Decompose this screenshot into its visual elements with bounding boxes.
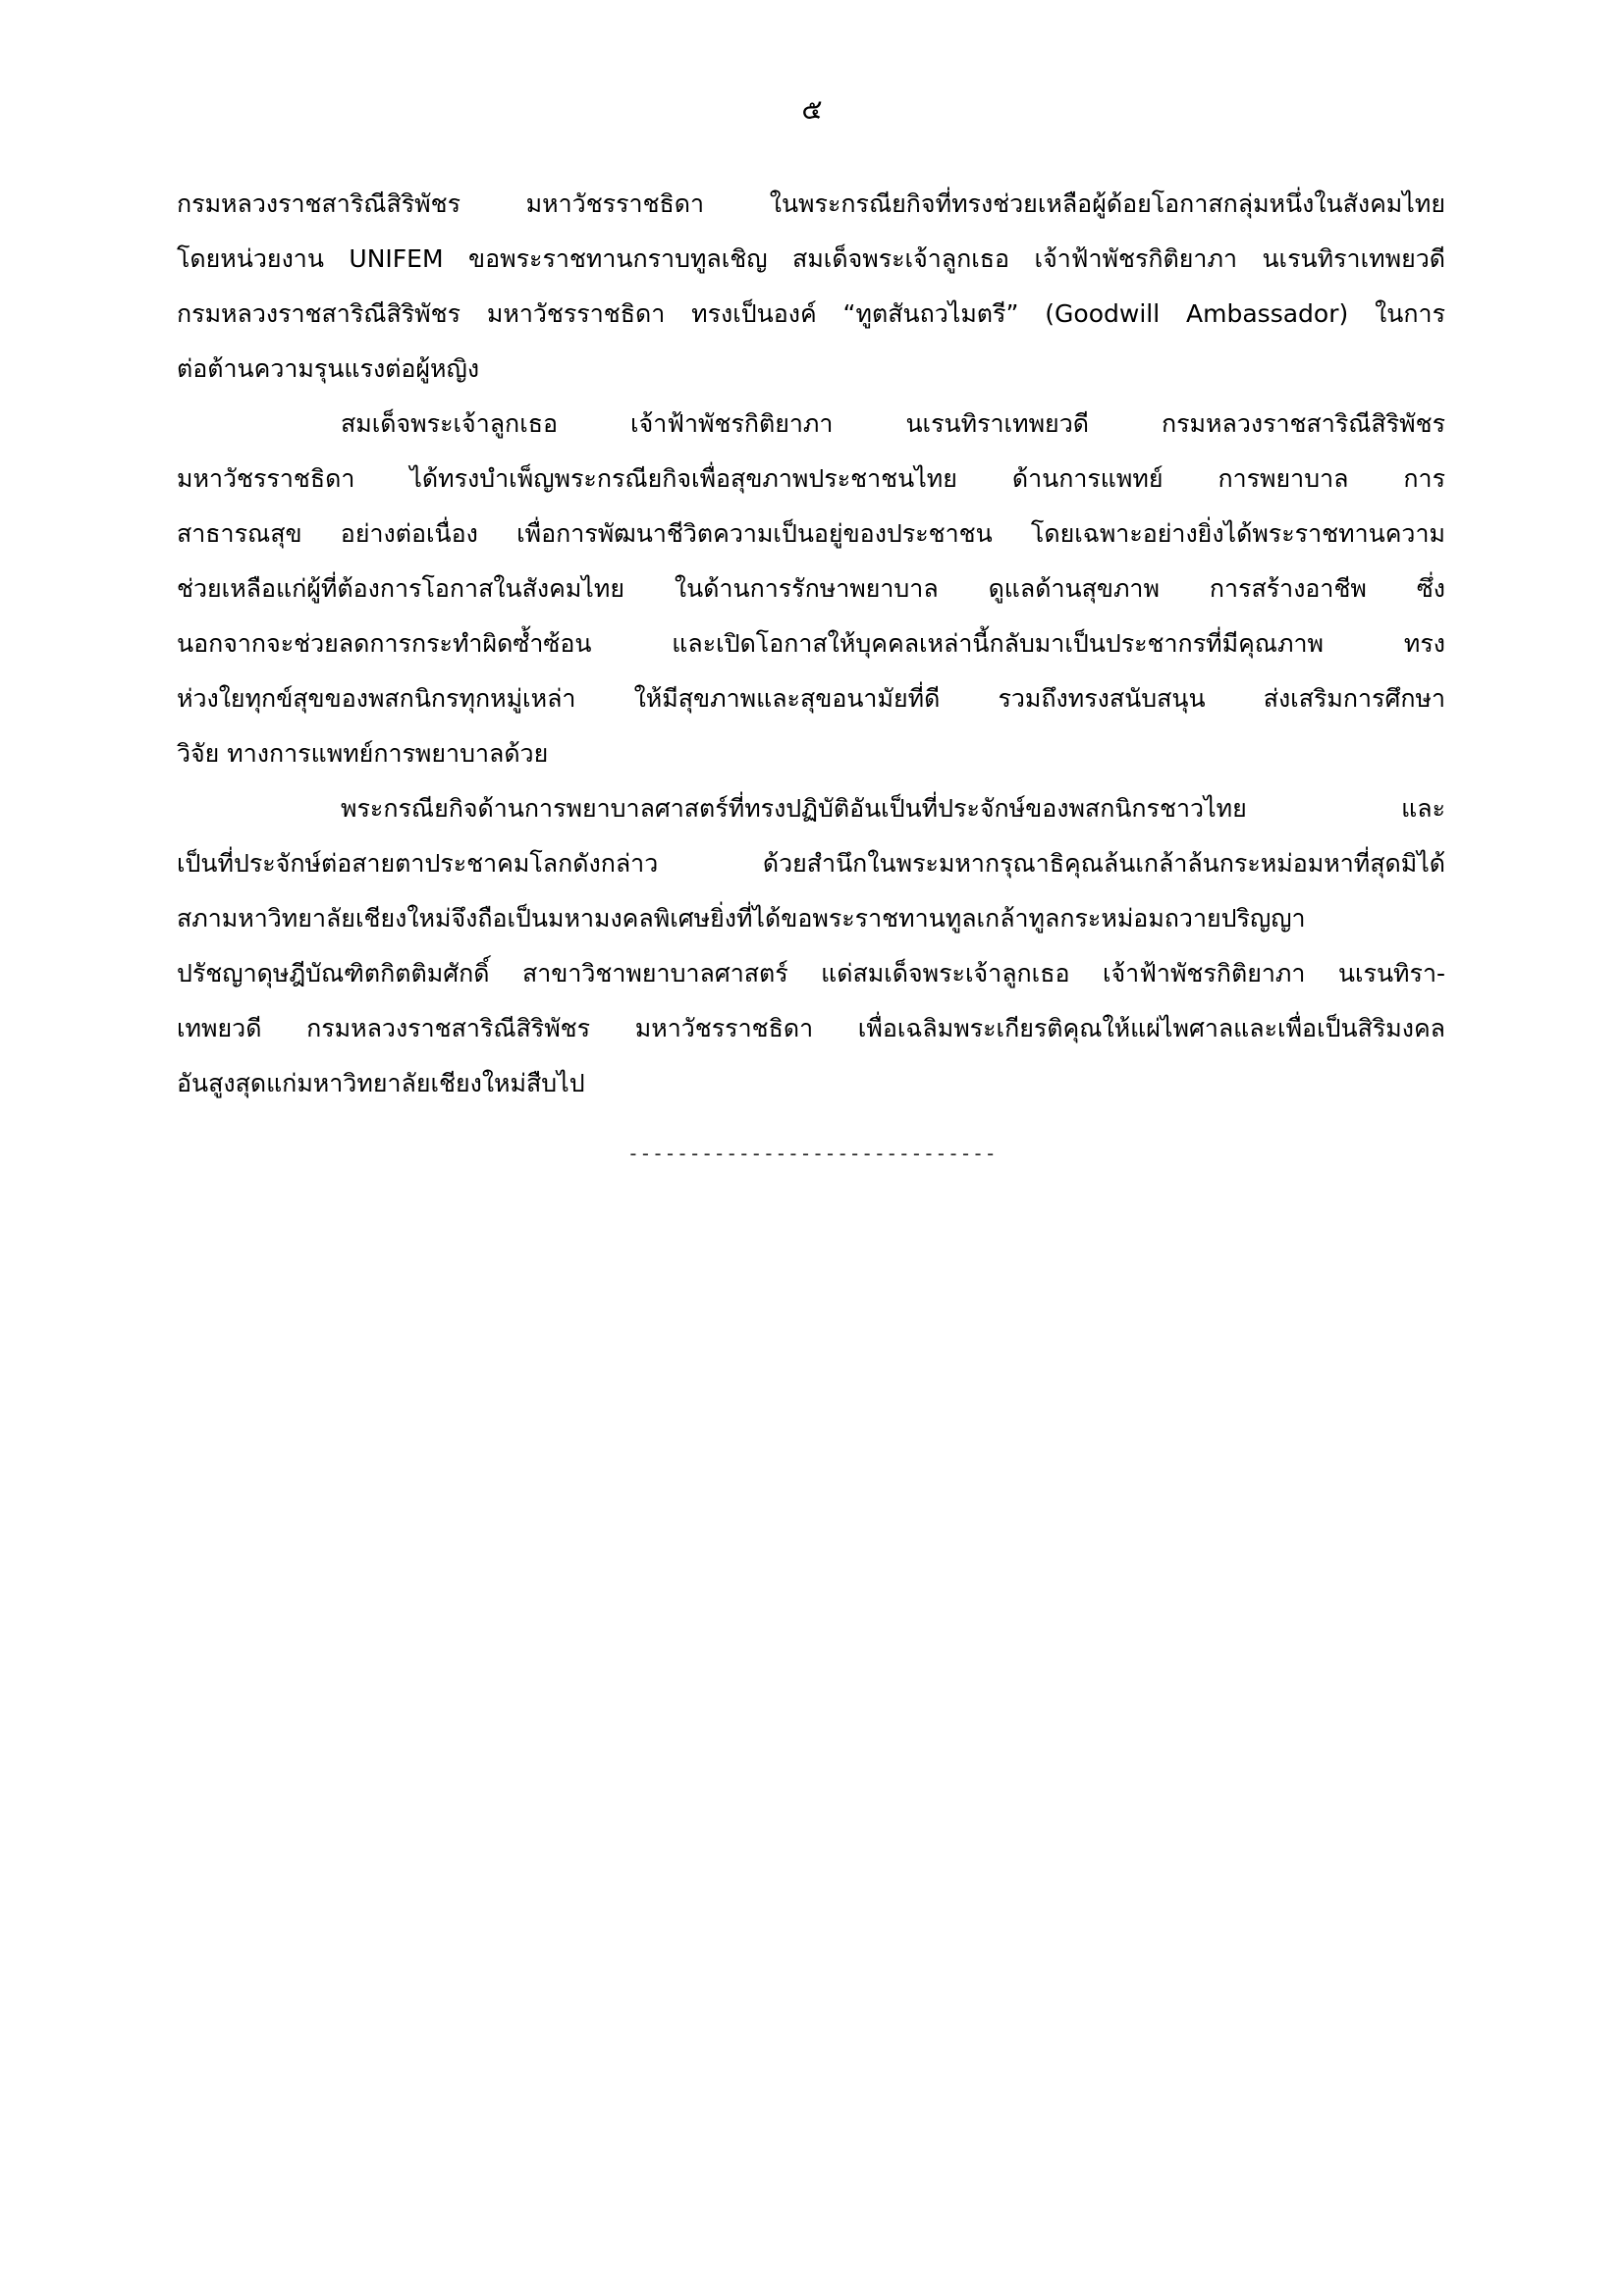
text-line: ปรัชญาดุษฎีบัณฑิตกิตติมศักดิ์ สาขาวิชาพยาบาลศาสตร์ แด่สมเด็จพระเจ้าลูกเธอ เจ้าฟ้าพัชรกิติยาภา นเรนทิรา- [177, 959, 1445, 988]
text-line: ห่วงใยทุกข์สุขของพสกนิกรทุกหมู่เหล่า ให้มีสุขภาพและสุขอนามัยที่ดี รวมถึงทรงสนับสนุน ส่งเสริมการศึกษา [177, 684, 1445, 713]
text-line: มหาวัชรราชธิดา ได้ทรงบำเพ็ญพระกรณียกิจเพื่อสุขภาพประชาชนไทย ด้านการแพทย์ การพยาบาล การ [177, 464, 1445, 493]
body-text [177, 177, 1445, 1111]
paragraph-health-missions [177, 397, 1445, 781]
text-line: โดยหน่วยงาน UNIFEM ขอพระราชทานกราบทูลเชิญ สมเด็จพระเจ้าลูกเธอ เจ้าฟ้าพัชรกิติยาภา นเรนทิราเทพยวดี [177, 244, 1445, 273]
text-line: นอกจากจะช่วยลดการกระทำผิดซ้ำซ้อน และเปิดโอกาสให้บุคคลเหล่านี้กลับมาเป็นประชากรที่มีคุณภาพ ทรง [177, 629, 1445, 658]
text-line: สาธารณสุข อย่างต่อเนื่อง เพื่อการพัฒนาชีวิตความเป็นอยู่ของประชาชน โดยเฉพาะอย่างยิ่งได้พระราชทานความ [177, 519, 1445, 548]
text-line: สภามหาวิทยาลัยเชียงใหม่จึงถือเป็นมหามงคลพิเศษยิ่งที่ได้ขอพระราชทานทูลเกล้าทูลกระหม่อมถวายปริญญา [177, 904, 1306, 933]
paragraph-honorary-degree [177, 781, 1445, 1111]
text-line: พระกรณียกิจด้านการพยาบาลศาสตร์ที่ทรงปฏิบัติอันเป็นที่ประจักษ์ของพสกนิกรชาวไทย และ [341, 794, 1445, 823]
text-line: เทพยวดี กรมหลวงราชสาริณีสิริพัชร มหาวัชรราชธิดา เพื่อเฉลิมพระเกียรติคุณให้แผ่ไพศาลและเพื่อเป็นสิริมงคล [177, 1014, 1445, 1042]
text-line: กรมหลวงราชสาริณีสิริพัชร มหาวัชรราชธิดา ทรงเป็นองค์ “ทูตสันถวไมตรี” (Goodwill Ambassador) ในการ [177, 299, 1445, 328]
text-line: ช่วยเหลือแก่ผู้ที่ต้องการโอกาสในสังคมไทย ในด้านการรักษาพยาบาล ดูแลด้านสุขภาพ การสร้างอาชีพ ซึ่ง [177, 574, 1445, 603]
text-line: สมเด็จพระเจ้าลูกเธอ เจ้าฟ้าพัชรกิติยาภา นเรนทิราเทพยวดี กรมหลวงราชสาริณีสิริพัชร [341, 409, 1445, 438]
text-line: อันสูงสุดแก่มหาวิทยาลัยเชียงใหม่สืบไป [177, 1069, 585, 1097]
text-line: เป็นที่ประจักษ์ต่อสายตาประชาคมโลกดังกล่าว ด้วยสำนึกในพระมหากรุณาธิคุณล้นเกล้าล้นกระหม่อมหาที่สุดมิได้ [177, 849, 1445, 878]
text-line: วิจัย ทางการแพทย์การพยาบาลด้วย [177, 739, 549, 768]
end-separator: ------------------------------ [626, 1142, 998, 1165]
paragraph-unifem-ambassador [177, 177, 1445, 397]
text-line: ต่อต้านความรุนแรงต่อผู้หญิง [177, 354, 480, 383]
text-line: กรมหลวงราชสาริณีสิริพัชร มหาวัชรราชธิดา ในพระกรณียกิจที่ทรงช่วยเหลือผู้ด้อยโอกาสกลุ่มหนึ่งในสังคมไทย [177, 189, 1445, 218]
page-number: ๕ [801, 93, 823, 126]
